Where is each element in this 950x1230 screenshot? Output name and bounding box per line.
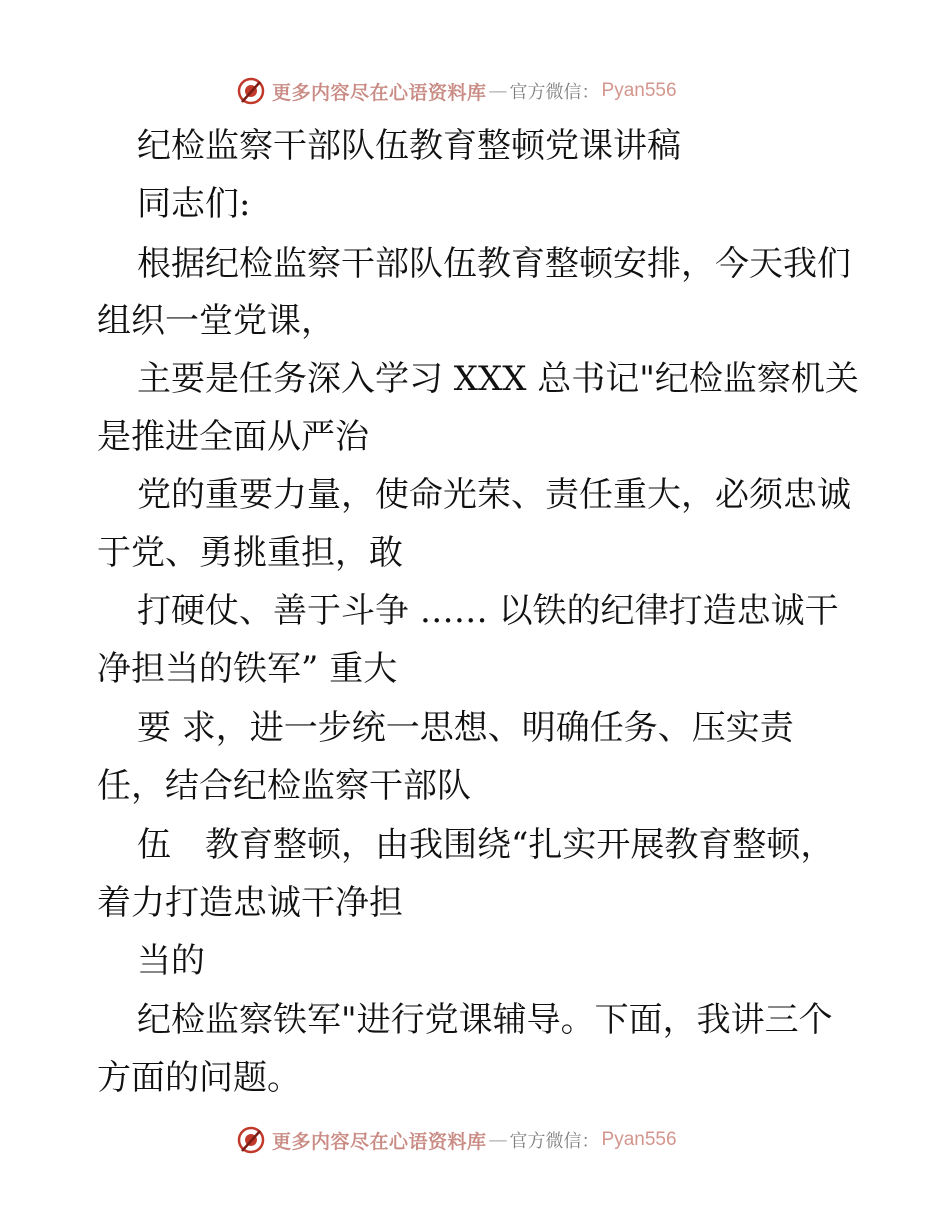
- watermark-official-label: 官方微信：: [509, 82, 600, 103]
- body-line: 伍 教育整顿，由我围绕“扎实开展教育整顿，: [137, 825, 835, 865]
- body-line: 同志们:: [137, 184, 251, 224]
- watermark-text: 更多内容尽在心语资料库: [272, 81, 487, 104]
- body-line: 主要是任务深入学习 XXX 总书记"纪检监察机关: [137, 359, 859, 399]
- body-line: 要 求，进一步统一思想、明确任务、压实责: [137, 708, 794, 748]
- watermark-footer: [236, 1124, 677, 1156]
- body-line: 党的重要力量，使命光荣、责任重大，必须忠诚: [137, 475, 851, 515]
- body-line: 根据纪检监察干部队伍教育整顿安排，今天我们: [137, 244, 851, 284]
- pen-logo-icon: [236, 1125, 266, 1155]
- body-line: 着力打造忠诚干净担: [97, 883, 403, 923]
- body-line: 当的: [137, 941, 205, 981]
- document-title: 纪检监察干部队伍教育整顿党课讲稿: [137, 126, 681, 166]
- body-line: 打硬仗、善于斗争 …… 以铁的纪律打造忠诚干: [137, 591, 839, 631]
- watermark-wechat-id: Pyan556: [601, 80, 677, 101]
- watermark-text: 更多内容尽在心语资料库: [272, 1130, 487, 1153]
- body-line: 纪检监察铁军"进行党课辅导。下面，我讲三个: [137, 1000, 833, 1040]
- pen-logo-icon: [236, 76, 266, 106]
- watermark-wechat-id: Pyan556: [601, 1129, 677, 1150]
- body-line: 于党、勇挑重担，敢: [97, 533, 403, 573]
- body-line: 组织一堂党课，: [97, 301, 335, 341]
- body-line: 净担当的铁军” 重大: [97, 649, 398, 689]
- watermark-header: [236, 75, 677, 107]
- watermark-separator: —: [488, 80, 508, 102]
- body-line: 方面的问题。: [97, 1058, 301, 1098]
- body-line: 任，结合纪检监察干部队: [97, 766, 471, 806]
- body-line: 是推进全面从严治: [97, 417, 369, 457]
- watermark-official-label: 官方微信：: [509, 1131, 600, 1152]
- watermark-separator: —: [488, 1129, 508, 1151]
